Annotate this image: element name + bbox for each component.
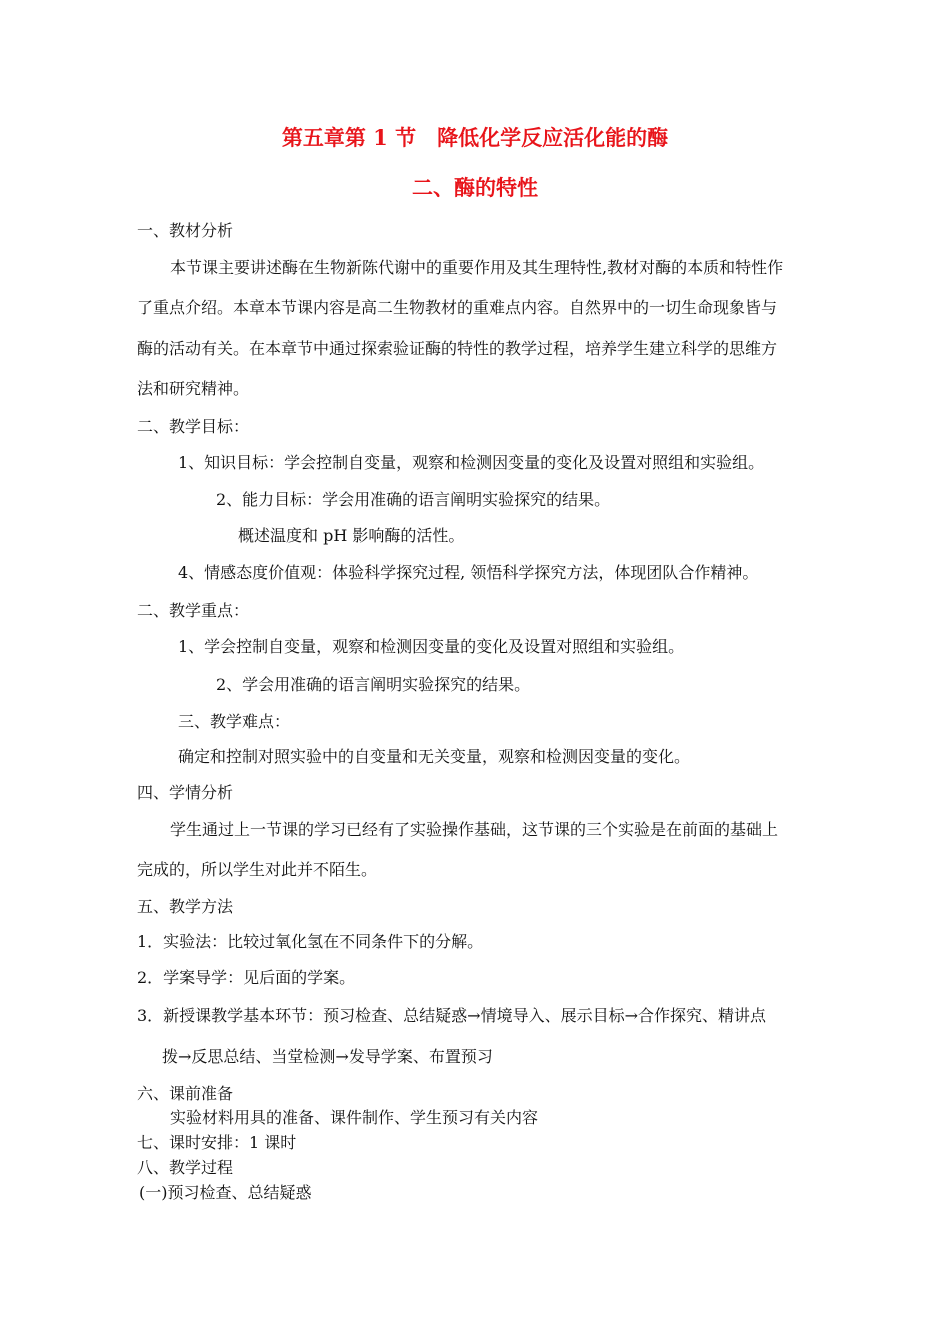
chapter-title: 第五章第 1 节 降低化学反应活化能的酶: [281, 125, 669, 150]
method-item: 2．学案导学：见后面的学案。: [137, 968, 356, 987]
heading-key-points: 二、教学重点：: [137, 601, 250, 620]
paragraph-line: 了重点介绍。本章本节课内容是高二生物教材的重难点内容。自然界中的一切生命现象皆与: [137, 298, 778, 317]
heading-teaching-process: 八、教学过程: [137, 1158, 234, 1177]
heading-preparation: 六、课前准备: [137, 1084, 234, 1103]
paragraph-line: 学生通过上一节课的学习已经有了实验操作基础，这节课的三个实验是在前面的基础上: [170, 820, 779, 839]
paragraph-line: 本节课主要讲述酶在生物新陈代谢中的重要作用及其生理特性,教材对酶的本质和特性作: [170, 258, 784, 277]
goal-item: 1、知识目标：学会控制自变量，观察和检测因变量的变化及设置对照组和实验组。: [178, 453, 765, 472]
heading-textbook-analysis: 一、教材分析: [137, 221, 234, 240]
method-item-continued: 拨→反思总结、当堂检测→发导学案、布置预习: [162, 1047, 493, 1066]
goal-item: 概述温度和 pH 影响酶的活性。: [238, 526, 465, 545]
method-item: 1．实验法：比较过氧化氢在不同条件下的分解。: [137, 932, 484, 951]
heading-teaching-methods: 五、教学方法: [137, 897, 234, 916]
goal-item: 2、能力目标：学会用准确的语言阐明实验探究的结果。: [216, 490, 611, 509]
heading-teaching-goals: 二、教学目标：: [137, 417, 250, 436]
paragraph-line: 酶的活动有关。在本章节中通过探索验证酶的特性的教学过程，培养学生建立科学的思维方: [137, 339, 778, 358]
process-step: (一)预习检查、总结疑惑: [139, 1183, 312, 1202]
heading-student-analysis: 四、学情分析: [137, 783, 234, 802]
goal-item: 4、情感态度价值观：体验科学探究过程, 领悟科学探究方法，体现团队合作精神。: [178, 563, 759, 582]
paragraph-line: 法和研究精神。: [137, 379, 250, 398]
heading-schedule: 七、课时安排：1 课时: [137, 1133, 297, 1152]
key-point-item: 1、学会控制自变量，观察和检测因变量的变化及设置对照组和实验组。: [178, 637, 685, 656]
method-item: 3．新授课教学基本环节：预习检查、总结疑惑→情境导入、展示目标→合作探究、精讲点: [137, 1006, 766, 1025]
difficulty-text: 确定和控制对照实验中的自变量和无关变量，观察和检测因变量的变化。: [178, 747, 691, 766]
heading-difficulties: 三、教学难点：: [178, 712, 291, 731]
preparation-text: 实验材料用具的准备、课件制作、学生预习有关内容: [170, 1108, 539, 1127]
paragraph-line: 完成的，所以学生对此并不陌生。: [137, 860, 378, 879]
key-point-item: 2、学会用准确的语言阐明实验探究的结果。: [216, 675, 531, 694]
section-subtitle: 二、酶的特性: [412, 175, 538, 200]
